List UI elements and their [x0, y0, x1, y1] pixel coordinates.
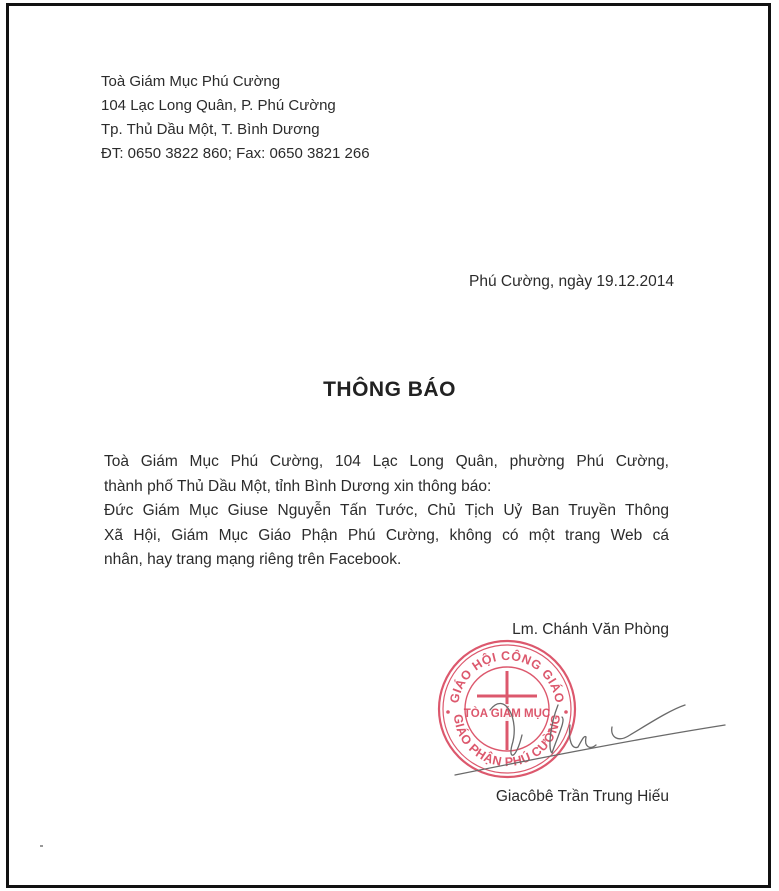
announcement-body: [104, 450, 669, 573]
scan-speck: [40, 845, 43, 847]
svg-text:GIÁO HỘI CÔNG GIÁO: GIÁO HỘI CÔNG GIÁO: [447, 648, 567, 705]
sender-phone-fax: ĐT: 0650 3822 860; Fax: 0650 3821 266: [101, 145, 370, 162]
sender-org-name: Toà Giám Mục Phú Cường: [101, 73, 281, 90]
body-line: nhân, hay trang mạng riêng trên Facebook.: [104, 551, 402, 569]
signer-name: Giacôbê Trần Trung Hiếu: [495, 788, 669, 805]
document-title: THÔNG BÁO: [323, 378, 456, 401]
body-line: Xã Hội, Giám Mục Giáo Phận Phú Cường, không có một trang Web cá: [104, 526, 669, 544]
signer-title: Lm. Chánh Văn Phòng: [512, 621, 669, 638]
sender-street: 104 Lạc Long Quân, P. Phú Cường: [101, 97, 336, 114]
svg-text:TÒA GIÁM MỤC: TÒA GIÁM MỤC: [463, 708, 551, 720]
svg-text:GIÁO PHẬN PHÚ CƯỜNG: GIÁO PHẬN PHÚ CƯỜNG: [450, 713, 564, 770]
handwritten-signature: [450, 665, 730, 785]
sender-address-block: [101, 70, 370, 166]
sender-city: Tp. Thủ Dầu Một, T. Bình Dương: [101, 121, 320, 138]
body-line: thành phố Thủ Dầu Một, tỉnh Bình Dương xin thông báo:: [104, 477, 492, 495]
body-line: Đức Giám Mục Giuse Nguyễn Tấn Tước, Chủ Tịch Uỷ Ban Truyền Thông: [104, 502, 669, 520]
body-line: Toà Giám Mục Phú Cường, 104 Lạc Long Quân, phường Phú Cường,: [104, 453, 669, 470]
date-line: Phú Cường, ngày 19.12.2014: [469, 273, 674, 290]
